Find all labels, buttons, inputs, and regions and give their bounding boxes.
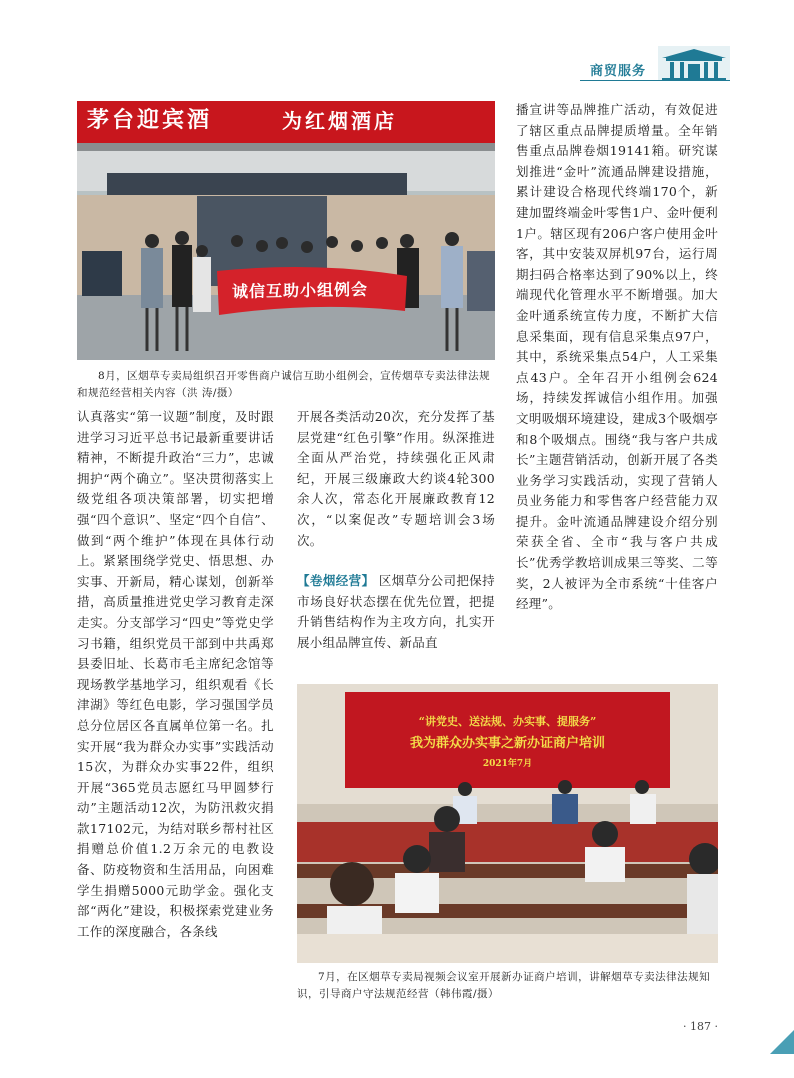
section-label: 商贸服务 (590, 64, 647, 79)
paragraph: 开展各类活动20次，充分发挥了基层党建“红色引擎”作用。纵深推进全面从严治党，持续强化正风肃纪，开展三级廉政大约谈4轮300余人次，常态化开展廉政教育12次，“以案促改”专题培训会3场次。 (297, 409, 495, 548)
paragraph: 播宣讲等品牌推广活动，有效促进了辖区重点品牌提质增量。全年销售重点品牌卷烟19141箱。研究谋划推进“金叶”流通品牌建设措施，累计建设合格现代终端170个，新建加盟终端金叶零售1户、金叶便利1户。辖区现有206户客户使用金叶客，其中安装双屏机97台，运行周期扫码合格率达到了90%以上，终端现代化管理水平不断增强。加大金叶通系统宣传力度，不断扩大信息采集面，现有信息采集点97户，其中，系统采集点54户，人工采集点43户。全年召开小组例会624场，持续发挥诚信小组作用。加强文明吸烟环境建设，建成3个吸烟亭和8个吸烟点。围绕“我与客户共成长”主题营销活动，创新开展了各类业务学习实践活动，实现了营销人员业务能力和零售客户经营能力双提升。金叶流通品牌建设介绍分别荣获全省、全市“我与客户共成长”优秀学教培训成果三等奖、二等奖，2人被评为全市系统“十佳客户经理”。 (516, 102, 718, 612)
banner-text: 诚信互助小组例会 (231, 279, 369, 302)
text-column-1 (77, 407, 274, 942)
screen-line-2: 我为群众办实事之新办证商户培训 (409, 736, 605, 751)
section-tag: 【卷烟经营】 (297, 573, 375, 589)
screen-line-3: 2021年7月 (482, 759, 533, 769)
photo-training (297, 684, 718, 963)
corner-decoration (770, 1030, 794, 1054)
photo-caption-1: 8月，区烟草专卖局组织召开零售商户诚信互助小组例会，宣传烟草专卖法律法规和规范经营相关内容（洪 涛/摄） (77, 370, 491, 399)
sign-left: 茅台迎宾酒 (87, 107, 213, 133)
paragraph: 认真落实“第一议题”制度，及时跟进学习习近平总书记最新重要讲话精神，不断提升政治“三力”，忠诚拥护“两个确立”。坚决贯彻落实上级党组各项决策部署，切实把增强“四个意识”、坚定“四个自信”、做到“两个维护”体现在具体行动上。紧紧围绕学党史、悟思想、办实事、开新局，精心谋划，创新举措，高质量推进党史学习教育走深走实。分支部学习“四史”等党史学习书籍，组织党员干部到中共禹郑县委旧址、长葛市毛主席纪念馆等现场教学基地学习，组织观看《长津湖》等红色电影，学习强国学员总分位居区各直属单位第一名。扎实开展“我为群众办实事”实践活动15次，为群众办实事22件，组织开展“365党员志愿红马甲圆梦行动”主题活动12次，为防汛救灾捐款17102元，为结对联乡帮村社区捐赠总价值1.2万余元的电教设备、防疫物资和生活用品，向困难学生捐赠5000元助学金。强化支部“两化”建设，积极探索党建业务工作的深度融合，各条线 (77, 409, 274, 939)
header-rule (580, 80, 730, 81)
paragraph: 区烟草分公司把保持市场良好状态摆在优先位置，把提升销售结构作为主攻方向，扎实开展小组品牌宣传、新品直 (297, 573, 495, 650)
sign-right: 为红烟酒店 (282, 109, 397, 133)
page-number: · 187 · (683, 1020, 718, 1033)
text-column-2 (297, 407, 495, 654)
building-icon (658, 46, 730, 80)
screen-line-1: “讲党史、送法规、办实事、提服务” (418, 715, 597, 728)
text-column-3 (516, 100, 718, 615)
photo-caption-2: 7月，在区烟草专卖局视频会议室开展新办证商户培训，讲解烟草专卖法律法规知识，引导商户守法规范经营（韩伟霞/摄） (297, 971, 711, 1000)
photo-meeting (77, 101, 495, 360)
